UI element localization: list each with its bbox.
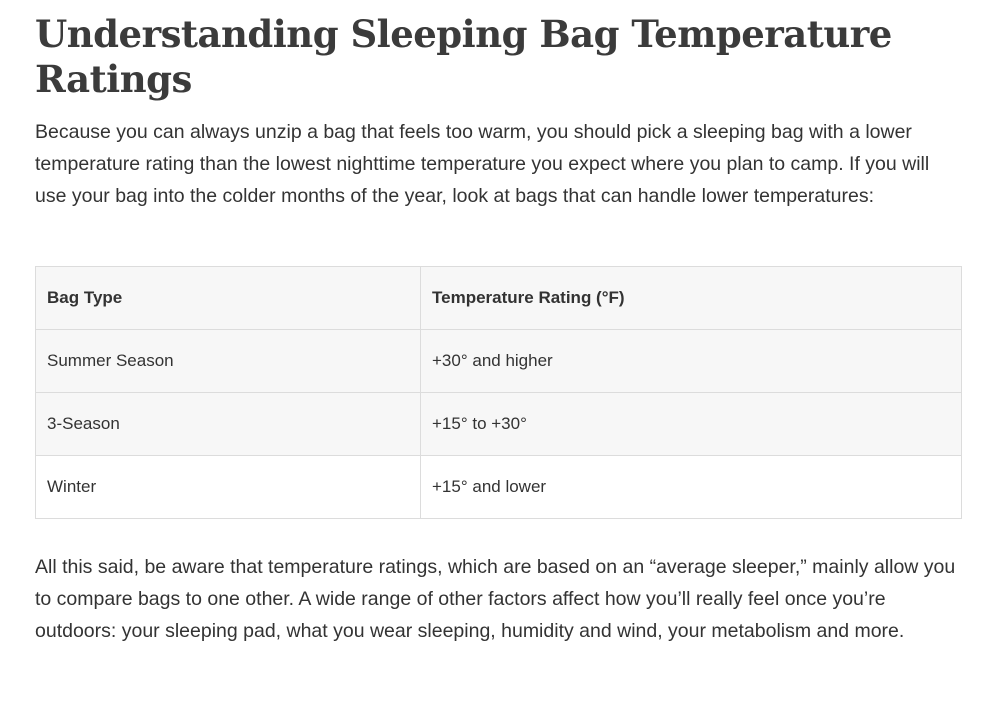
bag-type-cell: 3-Season [36,393,421,456]
temperature-rating-table [35,266,962,519]
bag-type-cell: Summer Season [36,330,421,393]
outro-paragraph: All this said, be aware that temperature ratings, which are based on an “average sleeper,” mainly allow you to compare bags to one other. A wide range of other factors affect how you’ll really feel once you’re outdoors: your sleeping pad, what you wear sleeping, humidity and wind, your metabolism and more. [35,556,956,642]
column-header-temperature-rating: Temperature Rating (°F) [421,267,962,330]
table-row [36,456,961,519]
column-header-bag-type: Bag Type [36,267,421,330]
temperature-rating-cell: +15° to +30° [421,393,962,456]
temperature-rating-cell: +30° and higher [421,330,962,393]
temperature-rating-cell: +15° and lower [421,456,962,519]
intro-paragraph: Because you can always unzip a bag that feels too warm, you should pick a sleeping bag with a lower temperature rating than the lowest nighttime temperature you expect where you plan to camp. If you will use your bag into the colder months of the year, look at bags that can handle lower temperatures: [35,121,930,207]
table-row [36,330,961,393]
article-title: Understanding Sleeping Bag Temperature Ratings [35,12,892,101]
table-header-row [36,267,961,330]
table-row [36,393,961,456]
article [35,0,965,647]
bag-type-cell: Winter [36,456,421,519]
